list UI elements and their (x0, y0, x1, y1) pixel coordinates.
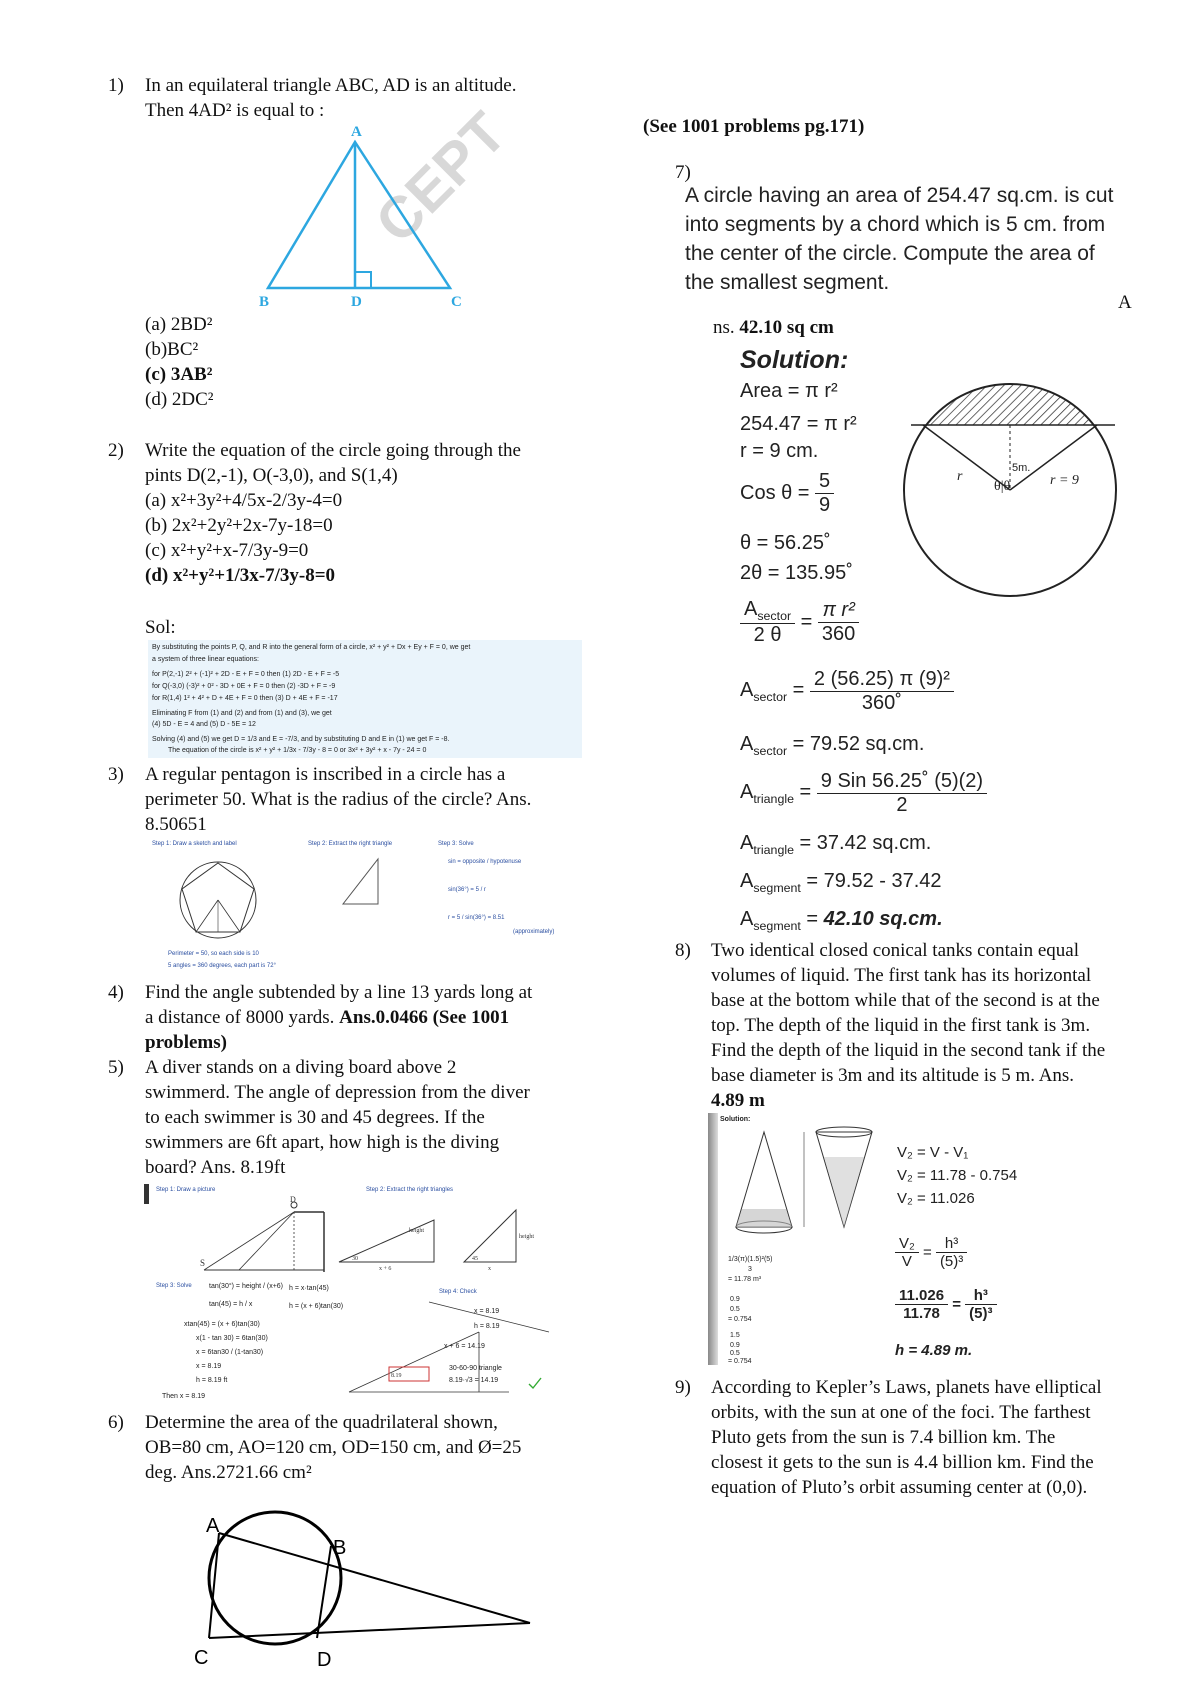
q1-label-b: B (259, 294, 270, 310)
q6-label-a: A (206, 1515, 220, 1537)
q8-number: 8) (675, 940, 691, 961)
q5-work: Then x = 8.19 (162, 1393, 206, 1400)
q5-work: h = 8.19 ft (196, 1377, 228, 1384)
q3-text-line3: 8.50651 (145, 814, 207, 835)
q8-sol-header: Solution: (720, 1116, 751, 1123)
q5-fig-label: height (409, 1228, 424, 1234)
q8-text-line1: Two identical closed conical tanks contain equal (711, 940, 1079, 961)
q5-work: 30-60-90 triangle (449, 1365, 502, 1372)
q5-work: x = 8.19 (196, 1363, 222, 1370)
q7-answer-a: A (1118, 292, 1132, 313)
q2-text-line2: pints D(2,-1), O(-3,0), and S(1,4) (145, 465, 398, 486)
q6-label-b: B (333, 1537, 347, 1559)
q3-formula: sin(36°) = 5 / r (448, 887, 486, 893)
q1-number: 1) (108, 75, 124, 96)
q7-number: 7) (675, 162, 691, 183)
q7-text-line4: the smallest segment. (685, 271, 890, 294)
q7-step-sector-value: $A_{sector} = 79.52$ sq.cm. (740, 733, 925, 758)
q8-eq-line1: V₂ = V - V₁ (897, 1144, 969, 1161)
q5-check-label: 8.19 (391, 1373, 402, 1379)
q8-left-work: = 11.78 m³ (728, 1276, 762, 1283)
q2-solution-label: Sol: (145, 617, 176, 638)
q7-fig-r-right: r = 9 (1050, 473, 1079, 488)
q5-work: xtan(45) = (x + 6)tan(30) (184, 1321, 260, 1328)
q5-fig-label: 30 (352, 1256, 358, 1262)
q3-formula: r = 5 / sin(36°) = 8.51 (448, 915, 505, 921)
q3-formula: sin = opposite / hypotenuse (448, 859, 522, 865)
q5-triangle1-figure (334, 1210, 444, 1270)
q5-work: 8.19·√3 = 14.19 (449, 1377, 499, 1384)
q2-text-line1: Write the equation of the circle going through the (145, 440, 521, 461)
q5-work: h = 8.19 (474, 1323, 500, 1330)
q6-text-line2: OB=80 cm, AO=120 cm, OD=150 cm, and Ø=25 (145, 1437, 522, 1458)
q5-text-line4: swimmers are 6ft apart, how high is the diving (145, 1132, 500, 1153)
q8-left-work: 0.5 (730, 1350, 740, 1357)
q8-eq-line2: V₂ = 11.78 - 0.754 (897, 1167, 1018, 1184)
q2-number: 2) (108, 440, 124, 461)
q5-text-line1: A diver stands on a diving board above 2 (145, 1057, 457, 1078)
q2-sol-line: a system of three linear equations: (152, 656, 260, 663)
q5-fig-label: height (519, 1234, 534, 1240)
q4-text-line3: problems) (145, 1032, 227, 1053)
q1-label-d: D (351, 294, 362, 310)
q6-number: 6) (108, 1412, 124, 1433)
q3-note: Perimeter = 50, so each side is 10 (168, 951, 259, 957)
q4-number: 4) (108, 982, 124, 1003)
q1-label-c: C (451, 294, 462, 310)
q7-answer: ns. 42.10 sq cm (713, 317, 834, 338)
q6-label-d: D (317, 1649, 332, 1671)
q3-step: Step 2: Extract the right triangle (308, 841, 393, 847)
q8-text-line4: top. The depth of the liquid in the first tank is 3m. (711, 1015, 1091, 1036)
q5-work: h = x·tan(45) (289, 1285, 329, 1292)
q8-answer: 4.89 m (711, 1090, 765, 1111)
q7-step-segment-result: $A_{segment} = 42.10$ sq.cm. (740, 908, 943, 933)
q5-fig-label: x + 6 (379, 1266, 392, 1272)
q5-text-line5: board? Ans. 8.19ft (145, 1157, 286, 1178)
q2-sol-line: By substituting the points P, Q, and R into the general form of a circle, x² + y² + Dx + Ey + F = 0, we get (152, 644, 471, 651)
q6-text-line3: deg. Ans.2721.66 cm² (145, 1462, 312, 1483)
q7-step: θ = 56.25˚ (740, 532, 831, 554)
q2-option-b: (b) 2x²+2y²+2x-7y-18=0 (145, 515, 333, 536)
q9-text-line1: According to Kepler’s Laws, planets have elliptical (711, 1377, 1102, 1398)
q7-step: Area = π r² (740, 380, 838, 402)
q5-work: tan(30°) = height / (x+6) (209, 1283, 284, 1290)
q1-option-b: (b)BC² (145, 339, 199, 360)
reference-note: (See 1001 problems pg.171) (643, 116, 865, 137)
q4-text-line2: a distance of 8000 yards. Ans.0.0466 (See 1001 (145, 1007, 510, 1028)
q5-solution-image (144, 1182, 584, 1404)
q1-text-line1: In an equilateral triangle ABC, AD is an altitude. (145, 75, 517, 96)
q1-option-d: (d) 2DC² (145, 389, 214, 410)
q5-work: x = 8.19 (474, 1308, 500, 1315)
q8-left-work: 3 (748, 1266, 752, 1273)
q8-text-line3: base at the bottom while that of the second is at the (711, 990, 1100, 1011)
q5-text-line2: swimmerd. The angle of depression from the diver (145, 1082, 530, 1103)
q9-text-line4: closest it gets to the sun is 4.4 billion km. Find the (711, 1452, 1094, 1473)
q8-text-line6: base diameter is 3m and its altitude is 5 m. Ans. (711, 1065, 1075, 1086)
q6-label-c: C (194, 1647, 209, 1669)
q7-step-segment: $A_{segment} = 79.52 - 37.42$ (740, 870, 942, 895)
q9-text-line5: equation of Pluto’s orbit assuming center at (0,0). (711, 1477, 1088, 1498)
q3-text-line1: A regular pentagon is inscribed in a circle has a (145, 764, 506, 785)
q7-step: r = 9 cm. (740, 440, 819, 462)
q2-sol-line: (4) 5D - E = 4 and (5) D - 5E = 12 (152, 721, 256, 728)
q5-work: x = 6tan30 / (1-tan30) (196, 1349, 264, 1356)
q3-solution-image (148, 838, 588, 973)
q2-sol-line: for R(1,4) 1² + 4² + D + 4E + F = 0 then (3) D + 4E + F = -17 (152, 695, 338, 702)
q5-step: Step 2: Extract the right triangles (366, 1187, 454, 1193)
q3-text-line2: perimeter 50. What is the radius of the circle? Ans. (145, 789, 532, 810)
q4-text-line1: Find the angle subtended by a line 13 yards long at (145, 982, 533, 1003)
q7-step-triangle-formula: $A_{triangle}$ = $\frac{\text{9 Sin 56.25˚ (5)(2)}}{2}$ (740, 770, 987, 817)
q7-solution-title: Solution: (740, 346, 849, 374)
q5-label-d: D (290, 1195, 296, 1204)
q7-step: 254.47 = π r² (740, 413, 857, 435)
q3-note: 5 angles = 360 degrees, each part is 72° (168, 963, 276, 969)
q8-eq-ratio: $\frac{\text{V₂}}{V}$ = $\frac{\text{h³}}{\text{(5)³}}$ (895, 1235, 967, 1270)
q7-text-line3: the center of the circle. Compute the area of (685, 242, 1095, 265)
q1-watermark: CEPT (363, 99, 519, 256)
q8-left-work: 0.9 (730, 1296, 740, 1303)
q2-sol-line: The equation of the circle is x² + y² + 1/3x - 7/3y - 8 = 0 or 3x² + 3y² + x - 7y - 24 = 0 (168, 747, 427, 754)
q7-circle-figure (895, 375, 1130, 605)
q7-step: 2θ = 135.95˚ (740, 562, 853, 584)
q3-step: Step 3: Solve (438, 841, 474, 847)
q3-step: Step 1: Draw a sketch and label (152, 841, 237, 847)
q7-fig-five: 5m. (1012, 462, 1031, 474)
q1-label-a: A (351, 124, 362, 140)
q2-sol-line: Eliminating F from (1) and (2) and from (1) and (3), we get (152, 710, 332, 717)
q5-fig-label: x (488, 1266, 491, 1272)
q1-triangle-figure (250, 99, 519, 312)
q8-text-line5: Find the depth of the liquid in the second tank if the (711, 1040, 1106, 1061)
q6-text-line1: Determine the area of the quadrilateral shown, (145, 1412, 498, 1433)
q8-cones-figure (726, 1127, 876, 1247)
q7-fig-theta: θ|θ (994, 479, 1011, 494)
q3-formula: (approximately) (513, 929, 555, 935)
q2-option-a: (a) x²+3y²+4/5x-2/3y-4=0 (145, 490, 343, 511)
q8-result: h = 4.89 m. (895, 1342, 973, 1359)
q9-text-line3: Pluto gets from the sun is 7.4 billion km. The (711, 1427, 1056, 1448)
q2-option-c: (c) x²+y²+x-7/3y-9=0 (145, 540, 309, 561)
q7-fig-r-left: r (957, 469, 963, 484)
q8-eq-substitute: $\frac{11.026}{11.78}$ = $\frac{\text{h³}}{\text{(5)³}}$ (895, 1287, 997, 1322)
q3-pentagon-figure (168, 854, 278, 944)
q2-sol-line: for Q(-3,0) (-3)² + 0² - 3D + 0E + F = 0 then (2) -3D + F = -9 (152, 683, 336, 690)
q5-triangle2-figure (456, 1202, 546, 1272)
q9-text-line2: orbits, with the sun at one of the foci. The farthest (711, 1402, 1091, 1423)
q5-work: h = (x + 6)tan(30) (289, 1303, 344, 1310)
q7-text-line1: A circle having an area of 254.47 sq.cm. is cut (685, 184, 1114, 207)
q3-number: 3) (108, 764, 124, 785)
q8-left-work: 0.9 (730, 1342, 740, 1349)
q5-work: tan(45) = h / x (209, 1301, 253, 1308)
q5-check-figure (329, 1292, 549, 1402)
q7-step-cos: Cos θ = $\frac{5}{9}$ (740, 470, 834, 517)
q7-step-triangle-value: $A_{triangle} = 37.42$ sq.cm. (740, 832, 932, 857)
q3-triangle-figure (333, 854, 393, 914)
q8-left-work: = 0.754 (728, 1316, 752, 1323)
q2-sol-line: for P(2,-1) 2² + (-1)² + 2D - E + F = 0 then (1) 2D - E + F = -5 (152, 671, 340, 678)
q5-step: Step 4: Check (439, 1289, 477, 1295)
q8-left-work: 1.5 (730, 1332, 740, 1339)
q2-solution-image (148, 640, 582, 758)
q9-number: 9) (675, 1377, 691, 1398)
q5-work: x + 6 = 14.19 (444, 1343, 485, 1350)
q7-step-sector-formula: $A_{sector}$ = $\frac{\text{2 (56.25) π (9)²}}{360˚}$ (740, 668, 954, 715)
q8-left-work: = 0.754 (728, 1358, 752, 1365)
q5-step: Step 1: Draw a picture (156, 1187, 216, 1193)
q1-option-c: (c) 3AB² (145, 364, 213, 385)
q8-left-work: 0.5 (730, 1306, 740, 1313)
q7-step-sector-ratio: $\frac{A_{sector}}{2 \theta}$ = $\frac{\text{π r²}}{360}$ (740, 598, 859, 647)
q1-text-line2: Then 4AD² is equal to : (145, 100, 325, 121)
q5-label-s: S (200, 1258, 206, 1268)
q5-text-line3: to each swimmer is 30 and 45 degrees. If the (145, 1107, 485, 1128)
q5-diver-figure (194, 1194, 334, 1274)
q7-text-line2: into segments by a chord which is 5 cm. from (685, 213, 1106, 236)
q1-option-a: (a) 2BD² (145, 314, 213, 335)
q2-sol-line: Solving (4) and (5) we get D = 1/3 and E = -7/3, and by substituting D and E in (1) we get F = -8. (152, 736, 450, 743)
q6-quadrilateral-figure (190, 1498, 550, 1678)
q5-number: 5) (108, 1057, 124, 1078)
q8-left-work: 1/3(π)(1.5)²(5) (728, 1256, 773, 1263)
q8-eq-line3: V₂ = 11.026 (897, 1190, 975, 1207)
q8-text-line2: volumes of liquid. The first tank has its horizontal (711, 965, 1092, 986)
q5-fig-label: 45 (472, 1256, 478, 1262)
q2-option-d: (d) x²+y²+1/3x-7/3y-8=0 (145, 565, 336, 586)
q5-step: Step 3: Solve (156, 1283, 192, 1289)
q5-work: x(1 - tan 30) = 6tan(30) (196, 1335, 268, 1342)
